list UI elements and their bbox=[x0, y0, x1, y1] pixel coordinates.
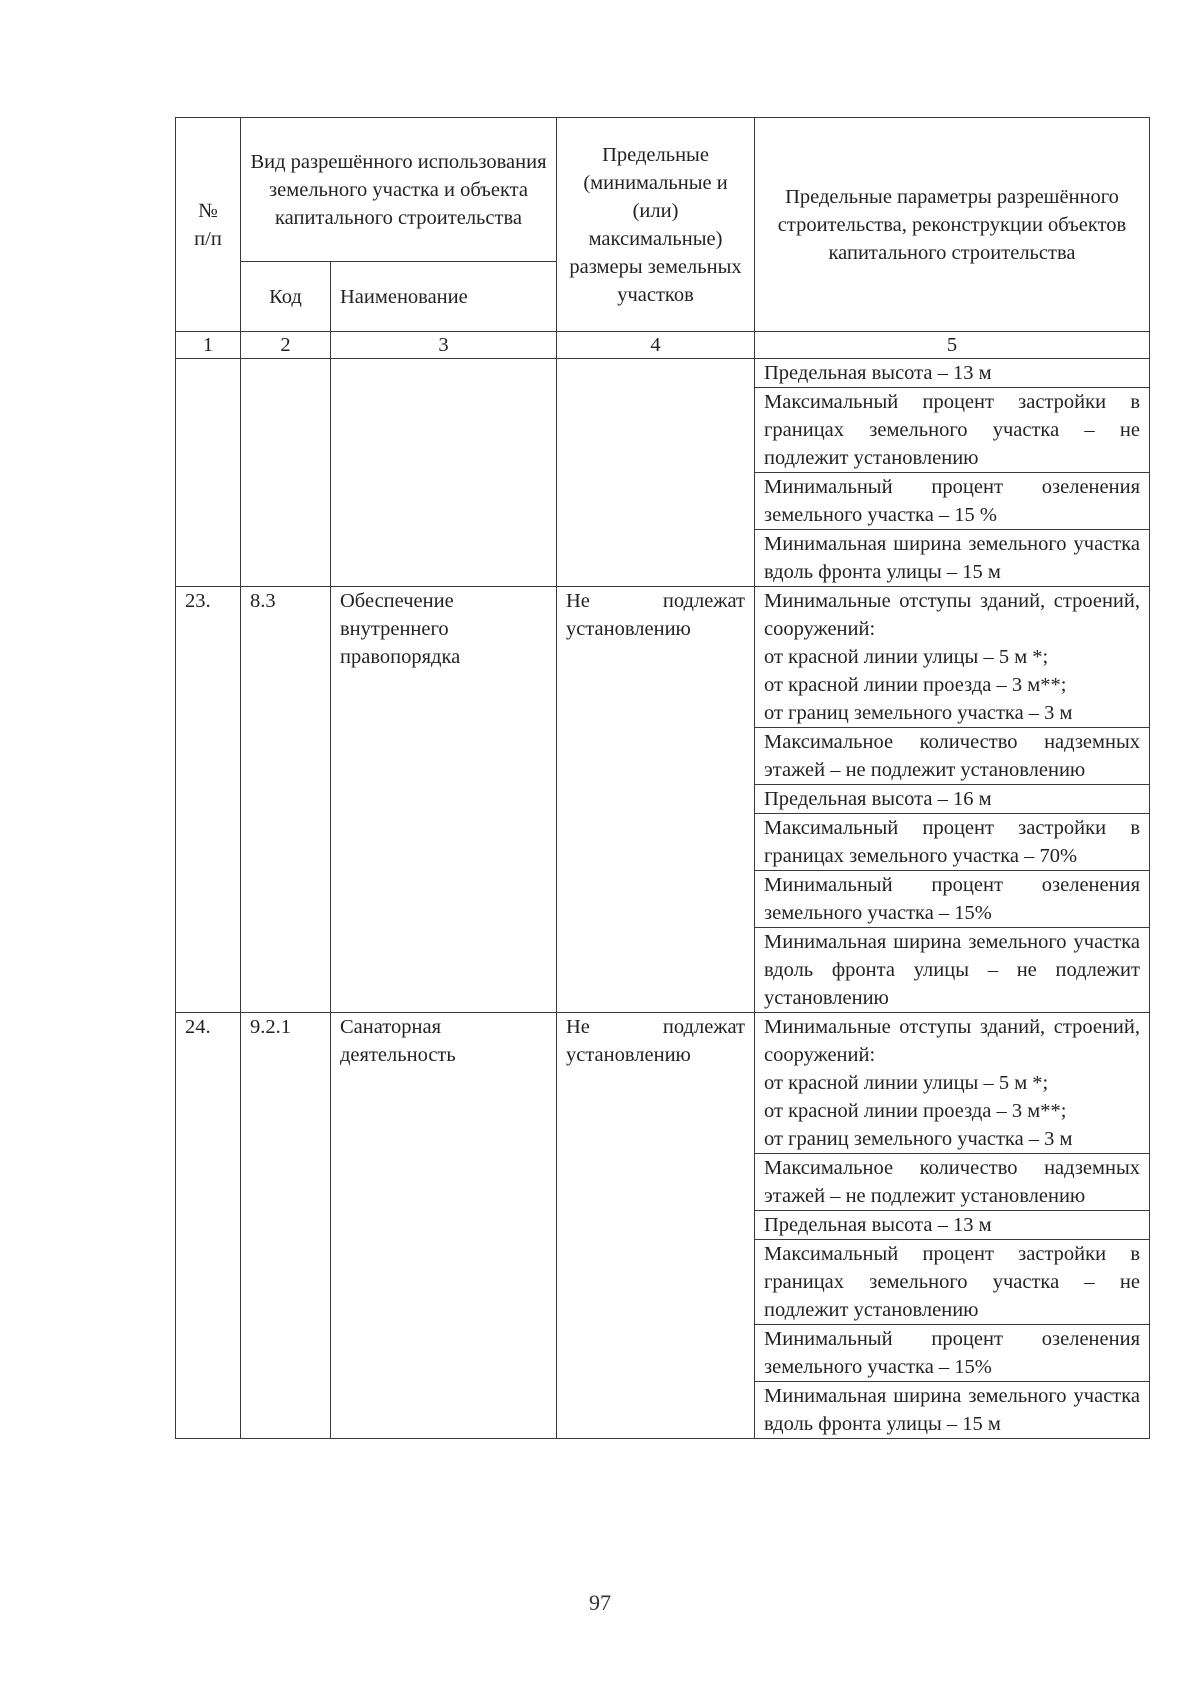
row-sizes bbox=[557, 359, 755, 587]
row-code: 9.2.1 bbox=[241, 1013, 331, 1439]
header-num: № п/п bbox=[176, 118, 241, 332]
header-code: Код bbox=[241, 262, 331, 332]
param-item: Минимальные отступы зданий, строений, сооружений: от красной линии улицы – 5 м *; от красной линии проезда – 3 м**; от границ земельного участка – 3 м bbox=[755, 587, 1149, 728]
param-item: Максимальное количество надземных этажей – не подлежит установлению bbox=[755, 1154, 1149, 1211]
param-item: Минимальный процент озеленения земельного участка – 15 % bbox=[755, 473, 1149, 530]
param-item: Минимальные отступы зданий, строений, сооружений: от красной линии улицы – 5 м *; от красной линии проезда – 3 м**; от границ земельного участка – 3 м bbox=[755, 1013, 1149, 1154]
header-params: Предельные параметры разрешённого строительства, реконструкции объектов капитального строительства bbox=[755, 118, 1150, 332]
header-kind: Вид разрешённого использования земельного участка и объекта капитального строительства bbox=[241, 118, 557, 262]
row-code: 8.3 bbox=[241, 587, 331, 1013]
row-params bbox=[755, 359, 1150, 587]
col-number-5: 5 bbox=[755, 332, 1150, 359]
col-number-4: 4 bbox=[557, 332, 755, 359]
row-num: 24. bbox=[176, 1013, 241, 1439]
table-row bbox=[176, 359, 1150, 587]
param-item: Максимальный процент застройки в границах земельного участка – не подлежит установлению bbox=[755, 388, 1149, 473]
param-item: Максимальный процент застройки в границах земельного участка – не подлежит установлению bbox=[755, 1240, 1149, 1325]
param-item: Минимальный процент озеленения земельного участка – 15% bbox=[755, 871, 1149, 928]
param-item: Минимальная ширина земельного участка вдоль фронта улицы – не подлежит установлению bbox=[764, 931, 1140, 1009]
col-number-3: 3 bbox=[331, 332, 557, 359]
row-num: 23. bbox=[176, 587, 241, 1013]
page-number: 97 bbox=[589, 1590, 611, 1615]
param-item: Минимальный процент озеленения земельного участка – 15% bbox=[755, 1325, 1149, 1382]
param-item: Предельная высота – 16 м bbox=[755, 785, 1149, 814]
col-number-1: 1 bbox=[176, 332, 241, 359]
row-name bbox=[331, 359, 557, 587]
row-sizes: Не подлежат установлению bbox=[557, 587, 755, 1013]
param-item: Предельная высота – 13 м bbox=[755, 1211, 1149, 1240]
row-params bbox=[755, 1013, 1150, 1439]
table-row bbox=[176, 1013, 1150, 1439]
col-number-2: 2 bbox=[241, 332, 331, 359]
param-item: Минимальная ширина земельного участка вдоль фронта улицы – 15 м bbox=[764, 1385, 1140, 1435]
param-item: Максимальный процент застройки в границах земельного участка – 70% bbox=[755, 814, 1149, 871]
header-name: Наименование bbox=[331, 262, 557, 332]
row-code bbox=[241, 359, 331, 587]
land-use-table bbox=[175, 117, 1150, 1439]
param-item: Предельная высота – 13 м bbox=[755, 359, 1149, 388]
table-row bbox=[176, 587, 1150, 1013]
row-name: Обеспечение внутреннего правопорядка bbox=[331, 587, 557, 1013]
param-item: Минимальная ширина земельного участка вдоль фронта улицы – 15 м bbox=[764, 533, 1140, 583]
row-name: Санаторная деятельность bbox=[331, 1013, 557, 1439]
row-num bbox=[176, 359, 241, 587]
row-params bbox=[755, 587, 1150, 1013]
header-sizes: Предельные (минимальные и (или) максимальные) размеры земельных участков bbox=[557, 118, 755, 332]
row-sizes: Не подлежат установлению bbox=[557, 1013, 755, 1439]
param-item: Максимальное количество надземных этажей – не подлежит установлению bbox=[755, 728, 1149, 785]
